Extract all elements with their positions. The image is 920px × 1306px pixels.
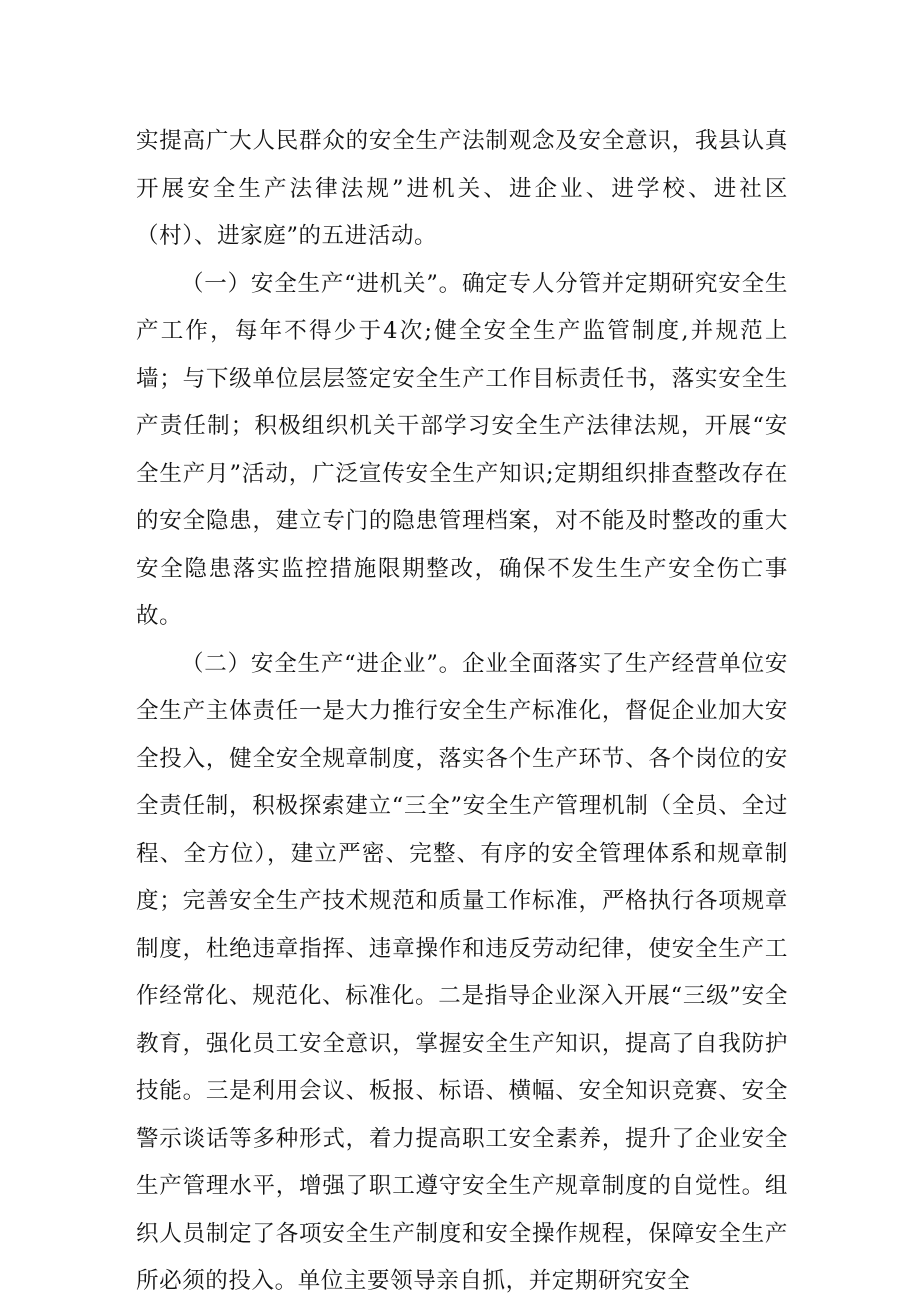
paragraph-intro: 实提高广大人民群众的安全生产法制观念及安全意识，我县认真开展安全生产法律法规”进机关、进企业、进学校、进社区（村）、进家庭”的五进活动。 bbox=[136, 128, 788, 249]
paragraph-section-1-government: （一）安全生产“进机关”。确定专人分管并定期研究安全生产工作，每年不得少于4次;健全安全生产监管制度,并规范上墙；与下级单位层层签定安全生产工作目标责任书，落实安全生产责任制；积极组织机关干部学习安全生产法律法规，开展“安全生产月”活动，广泛宣传安全生产知识;定期组织排查整改存在的安全隐患，建立专门的隐患管理档案，对不能及时整改的重大安全隐患落实监控措施限期整改，确保不发生生产安全伤亡事故。 bbox=[136, 270, 788, 629]
document-body bbox=[136, 118, 788, 1306]
paragraph-section-2-enterprise: （二）安全生产“进企业”。企业全面落实了生产经营单位安全生产主体责任一是大力推行安全生产标准化，督促企业加大安全投入，健全安全规章制度，落实各个生产环节、各个岗位的安全责任制，积极探索建立“三全”安全生产管理机制（全员、全过程、全方位），建立严密、完整、有序的安全管理体系和规章制度；完善安全生产技术规范和质量工作标准，严格执行各项规章制度，杜绝违章指挥、违章操作和违反劳动纪律，使安全生产工作经常化、规范化、标准化。二是指导企业深入开展“三级”安全教育，强化员工安全意识，掌握安全生产知识，提高了自我防护技能。三是利用会议、板报、标语、横幅、安全知识竞赛、安全警示谈话等多种形式，着力提高职工安全素养，提升了企业安全生产管理水平，增强了职工遵守安全生产规章制度的自觉性。组织人员制定了各项安全生产制度和安全操作规程，保障安全生产所必须的投入。单位主要领导亲自抓，并定期研究安全 bbox=[136, 650, 788, 1294]
